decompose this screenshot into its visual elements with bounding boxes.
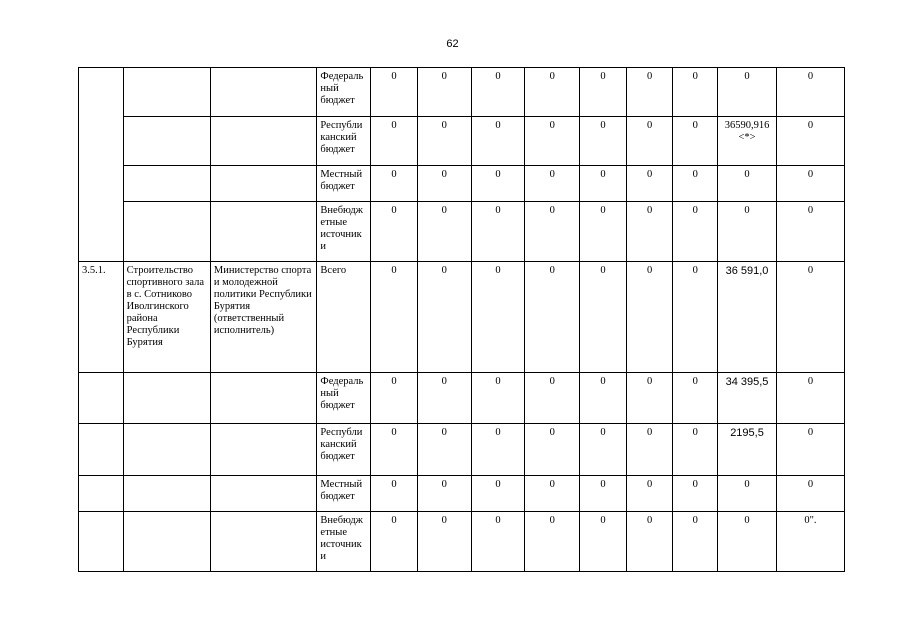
executor-cell-empty [210, 476, 317, 512]
value-cell: 0 [580, 424, 627, 476]
value-cell: 0 [776, 373, 844, 424]
value-cell: 0 [580, 166, 627, 202]
number-cell-empty [79, 476, 124, 512]
value-cell: 0 [525, 68, 580, 117]
value-cell: 0 [673, 202, 718, 262]
number-cell-empty [79, 68, 124, 262]
value-cell: 0 [580, 373, 627, 424]
value-cell: 0 [417, 512, 471, 572]
value-cell: 0 [471, 512, 525, 572]
value-cell: 34 395,5 [718, 373, 777, 424]
value-cell: 0 [718, 202, 777, 262]
value-cell: 0 [525, 424, 580, 476]
value-cell: 0 [673, 166, 718, 202]
source-cell: Местный бюджет [317, 166, 371, 202]
value-cell: 0 [525, 512, 580, 572]
value-cell: 0 [776, 117, 844, 166]
name-cell-empty [123, 68, 210, 117]
value-cell: 0 [371, 373, 418, 424]
value-cell: 0 [371, 262, 418, 373]
name-cell-empty [123, 424, 210, 476]
table-body [79, 68, 845, 572]
value-cell: 0 [471, 424, 525, 476]
value-cell: 0 [371, 424, 418, 476]
source-cell: Федераль ный бюджет [317, 373, 371, 424]
value-cell: 0 [371, 166, 418, 202]
value-cell: 0 [673, 476, 718, 512]
value-cell: 0 [417, 373, 471, 424]
value-cell: 0 [673, 262, 718, 373]
value-cell: 0 [525, 373, 580, 424]
executor-cell-empty [210, 117, 317, 166]
value-cell: 0 [471, 373, 525, 424]
executor-cell-empty [210, 166, 317, 202]
value-cell: 0 [718, 68, 777, 117]
value-cell: 0 [673, 512, 718, 572]
value-cell: 0 [718, 512, 777, 572]
value-cell: 0 [673, 68, 718, 117]
executor-cell-empty [210, 373, 317, 424]
table-row [79, 512, 845, 572]
value-cell: 0 [471, 262, 525, 373]
value-cell: 0 [580, 476, 627, 512]
value-cell: 0 [371, 68, 418, 117]
table-row [79, 424, 845, 476]
value-cell: 0 [417, 262, 471, 373]
number-cell-empty [79, 512, 124, 572]
value-cell: 2195,5 [718, 424, 777, 476]
value-cell: 0 [673, 117, 718, 166]
value-cell: 0 [718, 166, 777, 202]
value-cell: 0 [626, 202, 673, 262]
value-cell: 0 [371, 117, 418, 166]
budget-table [78, 67, 845, 572]
value-cell: 0 [580, 117, 627, 166]
value-cell: 0". [776, 512, 844, 572]
value-cell: 0 [525, 117, 580, 166]
table-row [79, 373, 845, 424]
value-cell: 0 [417, 117, 471, 166]
source-cell: Местный бюджет [317, 476, 371, 512]
source-cell: Всего [317, 262, 371, 373]
value-cell: 0 [471, 68, 525, 117]
value-cell: 0 [471, 117, 525, 166]
value-cell: 0 [776, 424, 844, 476]
number-cell-empty [79, 424, 124, 476]
value-cell: 0 [626, 373, 673, 424]
measure-executor: Министерство спорта и молодежной политики Республики Бурятия (ответственный исполнитель) [210, 262, 317, 373]
value-cell: 0 [417, 476, 471, 512]
value-cell: 0 [471, 202, 525, 262]
value-cell: 0 [673, 424, 718, 476]
executor-cell-empty [210, 512, 317, 572]
name-cell-empty [123, 166, 210, 202]
number-cell-empty [79, 373, 124, 424]
value-cell: 0 [417, 68, 471, 117]
value-cell: 0 [580, 512, 627, 572]
source-cell: Республи канский бюджет [317, 424, 371, 476]
executor-cell-empty [210, 424, 317, 476]
value-cell: 0 [371, 202, 418, 262]
value-cell: 0 [776, 476, 844, 512]
value-cell: 0 [417, 202, 471, 262]
value-cell: 0 [371, 512, 418, 572]
value-cell: 0 [776, 202, 844, 262]
source-cell: Республи канский бюджет [317, 117, 371, 166]
value-cell: 0 [626, 117, 673, 166]
value-cell: 0 [417, 424, 471, 476]
table-row [79, 117, 845, 166]
table-row [79, 476, 845, 512]
name-cell-empty [123, 117, 210, 166]
value-cell: 0 [626, 424, 673, 476]
measure-number: 3.5.1. [79, 262, 124, 373]
value-cell: 0 [776, 68, 844, 117]
source-cell: Внебюдж етные источник и [317, 202, 371, 262]
source-cell: Внебюдж етные источник и [317, 512, 371, 572]
table-row [79, 202, 845, 262]
measure-name: Строительство спортивного зала в с. Сотниково Иволгинского района Республики Бурятия [123, 262, 210, 373]
value-cell: 0 [626, 262, 673, 373]
value-cell: 0 [525, 262, 580, 373]
name-cell-empty [123, 373, 210, 424]
table-row-measure [79, 262, 845, 373]
value-cell: 0 [776, 262, 844, 373]
executor-cell-empty [210, 68, 317, 117]
value-cell: 0 [580, 262, 627, 373]
value-cell: 0 [718, 476, 777, 512]
value-cell: 0 [580, 68, 627, 117]
table-row [79, 68, 845, 117]
value-cell: 36 591,0 [718, 262, 777, 373]
page-number: 62 [446, 38, 459, 50]
value-cell: 0 [471, 166, 525, 202]
table-row [79, 166, 845, 202]
value-cell: 0 [626, 68, 673, 117]
value-cell: 36590,916 <*> [718, 117, 777, 166]
source-cell: Федераль ный бюджет [317, 68, 371, 117]
value-cell: 0 [626, 166, 673, 202]
name-cell-empty [123, 512, 210, 572]
value-cell: 0 [525, 202, 580, 262]
value-cell: 0 [626, 476, 673, 512]
value-cell: 0 [776, 166, 844, 202]
value-cell: 0 [525, 166, 580, 202]
name-cell-empty [123, 476, 210, 512]
value-cell: 0 [626, 512, 673, 572]
executor-cell-empty [210, 202, 317, 262]
value-cell: 0 [580, 202, 627, 262]
value-cell: 0 [371, 476, 418, 512]
value-cell: 0 [417, 166, 471, 202]
name-cell-empty [123, 202, 210, 262]
value-cell: 0 [673, 373, 718, 424]
value-cell: 0 [525, 476, 580, 512]
value-cell: 0 [471, 476, 525, 512]
